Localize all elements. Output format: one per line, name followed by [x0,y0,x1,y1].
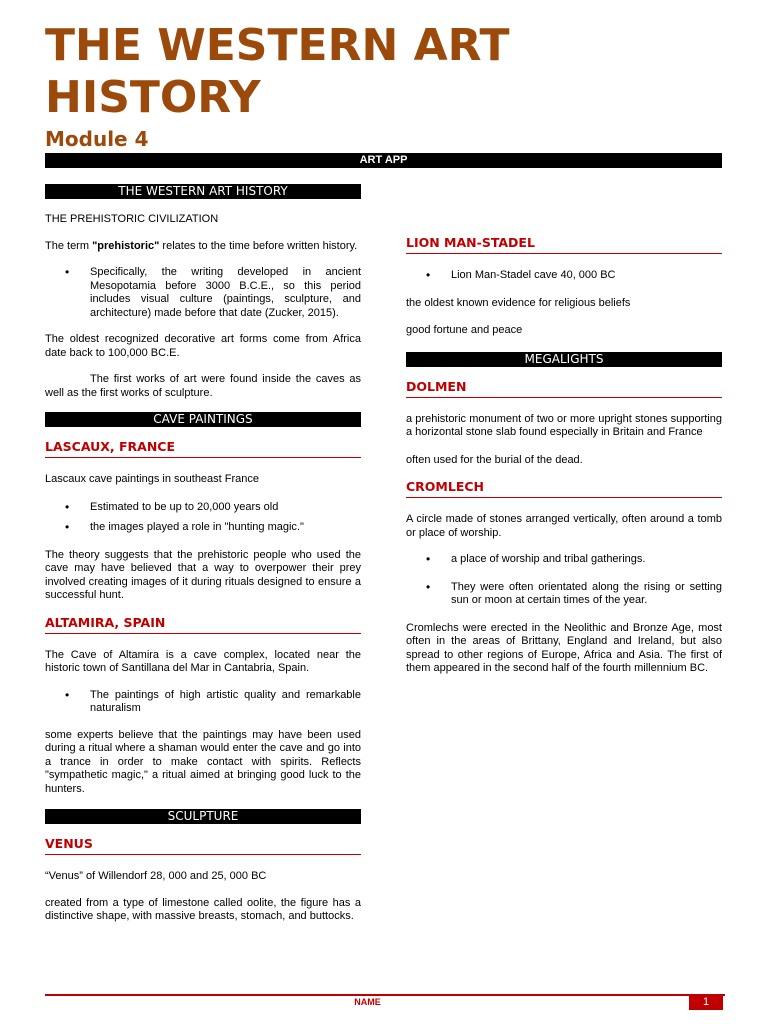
writing-list [45,266,361,320]
list-item: • the images played a role in "hunting magic." [45,521,361,535]
altamira-paragraph: The Cave of Altamira is a cave complex, located near the historic town of Santillana del Mar in Cantabria, Spain. [45,648,361,674]
first-works-paragraph: The first works of art were found inside the caves as well as the first works of sculpture. [45,373,361,399]
oldest-paragraph: The oldest recognized decorative art forms come from Africa date back to 100,000 BC.E. [45,333,361,359]
prehistoric-paragraph [45,240,361,254]
document-title: THE WESTERN ART HISTORY [45,20,510,123]
cromlech-list [406,553,722,608]
heading-lion-man: LION MAN-STADEL [406,235,722,254]
heading-dolmen: DOLMEN [406,379,722,398]
left-column [45,184,361,924]
list-item: • a place of worship and tribal gatherings. [406,553,722,567]
lascaux-list [45,501,361,535]
intro-text: THE PREHISTORIC CIVILIZATION [45,213,219,225]
header-banner: ART APP [45,153,722,168]
section-heading-cave-paintings: CAVE PAINTINGS [45,412,361,427]
venus-description: created from a type of limestone called oolite, the figure has a distinctive shape, with massive breasts, stomach, and buttocks. [45,896,361,922]
lion-list [406,269,722,283]
heading-altamira: ALTAMIRA, SPAIN [45,615,361,634]
dolmen-paragraph-2: often used for the burial of the dead. [406,453,583,466]
footer-divider [45,994,725,996]
list-item: • They were often orientated along the rising or setting sun or moon at certain times of the year. [406,581,722,608]
altamira-list [45,689,361,716]
heading-venus: VENUS [45,836,361,855]
page-number: 1 [689,994,723,1010]
section-heading-western-art: THE WESTERN ART HISTORY [45,184,361,199]
heading-cromlech: CROMLECH [406,479,722,498]
cromlech-paragraph-2: Cromlechs were erected in the Neolithic and Bronze Age, most often in the areas of Brittany, England and Ireland, but also spread to other regions of Europe, Africa and Asia. The first of them appeared in the second half of the fourth millennium BC. [406,621,722,674]
right-column [406,184,722,676]
theory-paragraph: The theory suggests that the prehistoric people who used the cave may have believed that a way to overpower their prey involved creating images of it during rituals designed to ensure a successful hunt. [45,548,361,601]
section-heading-megalights: MEGALIGHTS [406,352,722,367]
footer-name: NAME [354,997,381,1007]
module-label: Module 4 [45,127,149,151]
lion-paragraph-2: good fortune and peace [406,324,523,336]
term-before: The term [45,239,93,252]
lascaux-paragraph: Lascaux cave paintings in southeast France [45,473,260,485]
lion-paragraph-1: the oldest known evidence for religious beliefs [406,296,631,309]
list-item: • Lion Man-Stadel cave 40, 000 BC [406,269,722,283]
section-heading-sculpture: SCULPTURE [45,809,361,824]
list-item: • Estimated to be up to 20,000 years old [45,501,361,515]
venus-paragraph: “Venus” of Willendorf 28, 000 and 25, 000 BC [45,870,267,882]
experts-paragraph: some experts believe that the paintings may have been used during a ritual where a shaman would enter the cave and go into a trance in order to make contact with spirits. Reflects "sympathetic magic," a ritual aimed at bringing good luck to the hunters. [45,728,361,795]
term-prehistoric: "prehistoric" [92,239,160,252]
dolmen-paragraph: a prehistoric monument of two or more upright stones supporting a horizontal stone slab found especially in Britain and France [406,412,722,438]
heading-lascaux: LASCAUX, FRANCE [45,439,361,458]
list-item: • Specifically, the writing developed in ancient Mesopotamia before 3000 B.C.E., so this period includes visual culture (paintings, sculpture, and architecture) made before that date (Zucker, 2015). [45,266,361,320]
list-item: • The paintings of high artistic quality and remarkable naturalism [45,689,361,716]
term-after: relates to the time before written history. [159,239,358,252]
cromlech-paragraph: A circle made of stones arranged vertically, often around a tomb or place of worship. [406,513,722,539]
